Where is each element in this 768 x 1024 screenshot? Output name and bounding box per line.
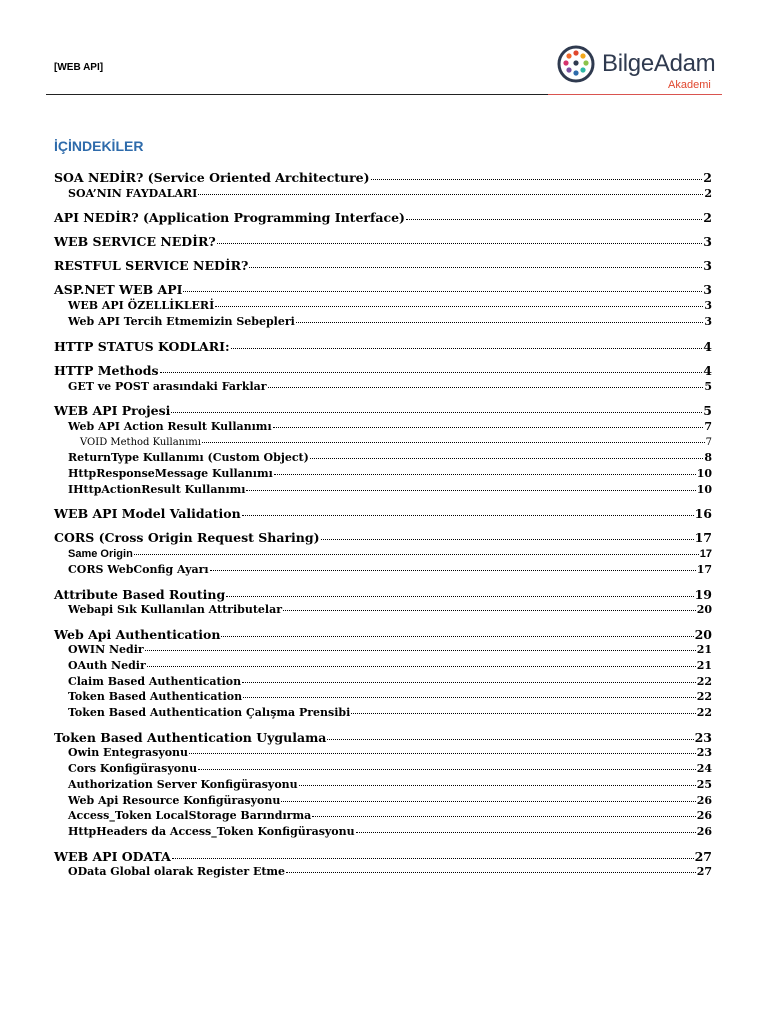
toc-entry-title: Attribute Based Routing [54, 587, 226, 602]
toc-entry[interactable] [68, 865, 712, 878]
toc-entry-title: WEB API Projesi [54, 403, 171, 418]
toc-entry-title: VOID Method Kullanımı [80, 437, 201, 448]
toc-entry-title: Claim Based Authentication [68, 675, 242, 688]
toc-leader-dots [171, 402, 702, 413]
toc-entry-title: Web Api Authentication [54, 627, 221, 642]
toc-leader-dots [356, 823, 696, 833]
toc-entry-title: Owin Entegrasyonu [68, 746, 189, 759]
toc-entry-page: 23 [696, 746, 712, 759]
toc-entry-page: 26 [696, 825, 712, 838]
toc-entry-page: 24 [696, 762, 712, 775]
toc-leader-dots [145, 641, 696, 651]
toc-leader-dots [215, 297, 703, 307]
toc-entry-title: OWIN Nedir [68, 643, 144, 656]
toc-entry-page: 5 [704, 380, 712, 393]
toc-entry-page: 3 [703, 234, 712, 249]
toc-leader-dots [281, 792, 695, 802]
toc-entry[interactable] [68, 643, 712, 656]
toc-entry[interactable] [68, 420, 712, 433]
toc-leader-dots [210, 561, 696, 571]
toc-entry-title: Token Based Authentication [68, 690, 243, 703]
toc-entry[interactable] [54, 506, 712, 521]
toc-leader-dots [217, 233, 703, 244]
toc-entry-page: 22 [696, 675, 712, 688]
toc-entry-page: 20 [694, 627, 712, 642]
toc-leader-dots [189, 744, 696, 754]
toc-entry-page: 21 [696, 659, 712, 672]
toc-leader-dots [134, 545, 699, 555]
bilgeadam-logo [556, 44, 726, 92]
toc-leader-dots [286, 863, 696, 873]
toc-entry-title: ASP.NET WEB API [54, 282, 183, 297]
toc-entry-page: 3 [704, 299, 712, 312]
toc-entry-title: WEB API ÖZELLİKLERİ [68, 299, 215, 312]
toc-leader-dots [321, 529, 694, 540]
toc-entry[interactable] [54, 282, 712, 297]
toc-entry-title: RESTFUL SERVICE NEDİR? [54, 258, 249, 273]
toc-entry-page: 21 [696, 643, 712, 656]
toc-entry[interactable] [68, 675, 712, 688]
logo-subtitle: Akademi [668, 79, 711, 91]
toc-leader-dots [296, 313, 704, 323]
toc-leader-dots [273, 418, 704, 428]
toc-leader-dots [198, 185, 703, 195]
running-header-title: [WEB API] [54, 62, 104, 73]
toc-entry-title: WEB API Model Validation [54, 506, 241, 521]
toc-leader-dots [226, 586, 693, 597]
toc-entry-title: Webapi Sık Kullanılan Attributelar [68, 603, 283, 616]
toc-entry-page: 10 [696, 483, 712, 496]
toc-leader-dots [242, 673, 696, 683]
toc-entry-page: 25 [696, 778, 712, 791]
toc-entry[interactable] [54, 849, 712, 864]
toc-entry[interactable] [54, 403, 712, 418]
toc-leader-dots [246, 481, 695, 491]
toc-leader-dots [406, 209, 702, 220]
toc-entry-page: 27 [696, 865, 712, 878]
toc-leader-dots [351, 704, 695, 714]
toc-entry[interactable] [68, 778, 712, 791]
toc-entry[interactable] [68, 706, 712, 719]
toc-entry-page: 10 [696, 467, 712, 480]
toc-entry-title: HttpHeaders da Access_Token Konfigürasyonu [68, 825, 355, 838]
toc-entry-page: 23 [694, 730, 712, 745]
toc-entry-page: 20 [696, 603, 712, 616]
toc-leader-dots [249, 257, 702, 268]
toc-entry[interactable] [54, 627, 712, 642]
toc-entry[interactable] [68, 809, 712, 822]
toc-leader-dots [242, 505, 694, 516]
toc-entry-page: 26 [696, 809, 712, 822]
toc-entry[interactable] [68, 380, 712, 393]
toc-leader-dots [231, 338, 703, 349]
toc-entry[interactable] [80, 436, 712, 448]
toc-entry[interactable] [68, 547, 712, 560]
toc-entry-title: WEB API ODATA [54, 849, 171, 864]
toc-leader-dots [160, 362, 703, 373]
toc-entry-page: 27 [694, 849, 712, 864]
toc-leader-dots [221, 626, 693, 637]
toc-entry-page: 17 [694, 530, 712, 545]
toc-leader-dots [147, 657, 696, 667]
toc-entry-page: 7 [705, 437, 712, 448]
toc-entry[interactable] [68, 483, 712, 496]
logo-wordmark: BilgeAdam [602, 50, 716, 77]
toc-entry[interactable] [54, 170, 712, 185]
header-divider [46, 94, 548, 95]
toc-entry-title: CORS WebConfig Ayarı [68, 563, 209, 576]
toc-entry-page: 7 [704, 420, 712, 433]
logo-mark-icon [556, 44, 596, 84]
toc-entry[interactable] [68, 187, 712, 200]
toc-entry-title: Access_Token LocalStorage Barındırma [68, 809, 312, 822]
toc-entry-title: CORS (Cross Origin Request Sharing) [54, 530, 320, 545]
toc-entry-page: 3 [704, 315, 712, 328]
toc-entry-title: Authorization Server Konfigürasyonu [68, 778, 298, 791]
toc-entry[interactable] [68, 299, 712, 312]
toc-entry[interactable] [54, 339, 712, 354]
toc-entry-title: API NEDİR? (Application Programming Interface) [54, 210, 405, 225]
toc-entry-page: 17 [696, 563, 712, 576]
header-divider-accent [548, 94, 722, 95]
toc-entry-page: 22 [696, 706, 712, 719]
toc-entry-page: 22 [696, 690, 712, 703]
toc-entry-title: Web API Action Result Kullanımı [68, 420, 272, 433]
toc-entry-title: Web API Tercih Etmemizin Sebepleri [68, 315, 295, 328]
toc-entry[interactable] [68, 690, 712, 703]
toc-entry[interactable] [68, 451, 712, 464]
toc-entry[interactable] [68, 603, 712, 616]
toc-entry-page: 19 [694, 587, 712, 602]
toc-entry-page: 16 [694, 506, 712, 521]
toc-leader-dots [198, 760, 696, 770]
toc-entry[interactable] [68, 762, 712, 775]
toc-entry-title: HttpResponseMessage Kullanımı [68, 467, 273, 480]
toc-leader-dots [283, 601, 696, 611]
toc-entry[interactable] [68, 467, 712, 480]
toc-entry-page: 4 [703, 363, 712, 378]
toc-entry-title: IHttpActionResult Kullanımı [68, 483, 246, 496]
toc-leader-dots [299, 776, 696, 786]
toc-entry[interactable] [68, 746, 712, 759]
toc-leader-dots [371, 169, 703, 180]
toc-entry-page: 26 [696, 794, 712, 807]
toc-entry-page: 8 [704, 451, 712, 464]
toc-entry-page: 17 [699, 547, 712, 560]
toc-entry-title: GET ve POST arasındaki Farklar [68, 380, 267, 393]
toc-entry-page: 5 [703, 403, 712, 418]
toc-entry-page: 2 [704, 187, 712, 200]
toc-entry[interactable] [54, 210, 712, 225]
toc-leader-dots [183, 281, 702, 292]
toc-entry-title: OData Global olarak Register Etme [68, 865, 286, 878]
toc-entry[interactable] [54, 587, 712, 602]
toc-entry-page: 2 [703, 170, 712, 185]
toc-entry-title: HTTP STATUS KODLARI: [54, 339, 230, 354]
toc-entry[interactable] [54, 363, 712, 378]
toc-leader-dots [243, 688, 696, 698]
toc-entry[interactable] [68, 659, 712, 672]
toc-leader-dots [274, 465, 696, 475]
toc-leader-dots [268, 378, 704, 388]
toc-entry-page: 4 [703, 339, 712, 354]
toc-entry-title: Token Based Authentication Uygulama [54, 730, 327, 745]
toc-entry-title: Same Origin [68, 547, 133, 560]
toc-leader-dots [312, 807, 695, 817]
toc-entry[interactable] [68, 794, 712, 807]
toc-heading: İÇİNDEKİLER [54, 138, 144, 154]
toc-entry[interactable] [68, 563, 712, 576]
toc-entry-title: ReturnType Kullanımı (Custom Object) [68, 451, 309, 464]
toc-entry-page: 3 [703, 258, 712, 273]
toc-entry-title: SOA NEDİR? (Service Oriented Architecture) [54, 170, 370, 185]
toc-entry[interactable] [54, 234, 712, 249]
toc-entry-title: Cors Konfigürasyonu [68, 762, 198, 775]
toc-entry[interactable] [54, 258, 712, 273]
toc-entry-title: Token Based Authentication Çalışma Prensibi [68, 706, 351, 719]
toc-entry-page: 3 [703, 282, 712, 297]
toc-leader-dots [202, 434, 705, 443]
toc-leader-dots [172, 848, 694, 859]
toc-entry[interactable] [68, 315, 712, 328]
toc-leader-dots [310, 449, 704, 459]
toc-entry-title: Web Api Resource Konfigürasyonu [68, 794, 281, 807]
toc-entry-title: WEB SERVICE NEDİR? [54, 234, 216, 249]
toc-entry-title: SOA’NIN FAYDALARI [68, 187, 198, 200]
toc-entry-title: HTTP Methods [54, 363, 159, 378]
toc-leader-dots [327, 729, 693, 740]
toc-entry-title: OAuth Nedir [68, 659, 146, 672]
toc-entry[interactable] [54, 530, 712, 545]
toc-entry[interactable] [68, 825, 712, 838]
toc-entry-page: 2 [703, 210, 712, 225]
toc-entry[interactable] [54, 730, 712, 745]
